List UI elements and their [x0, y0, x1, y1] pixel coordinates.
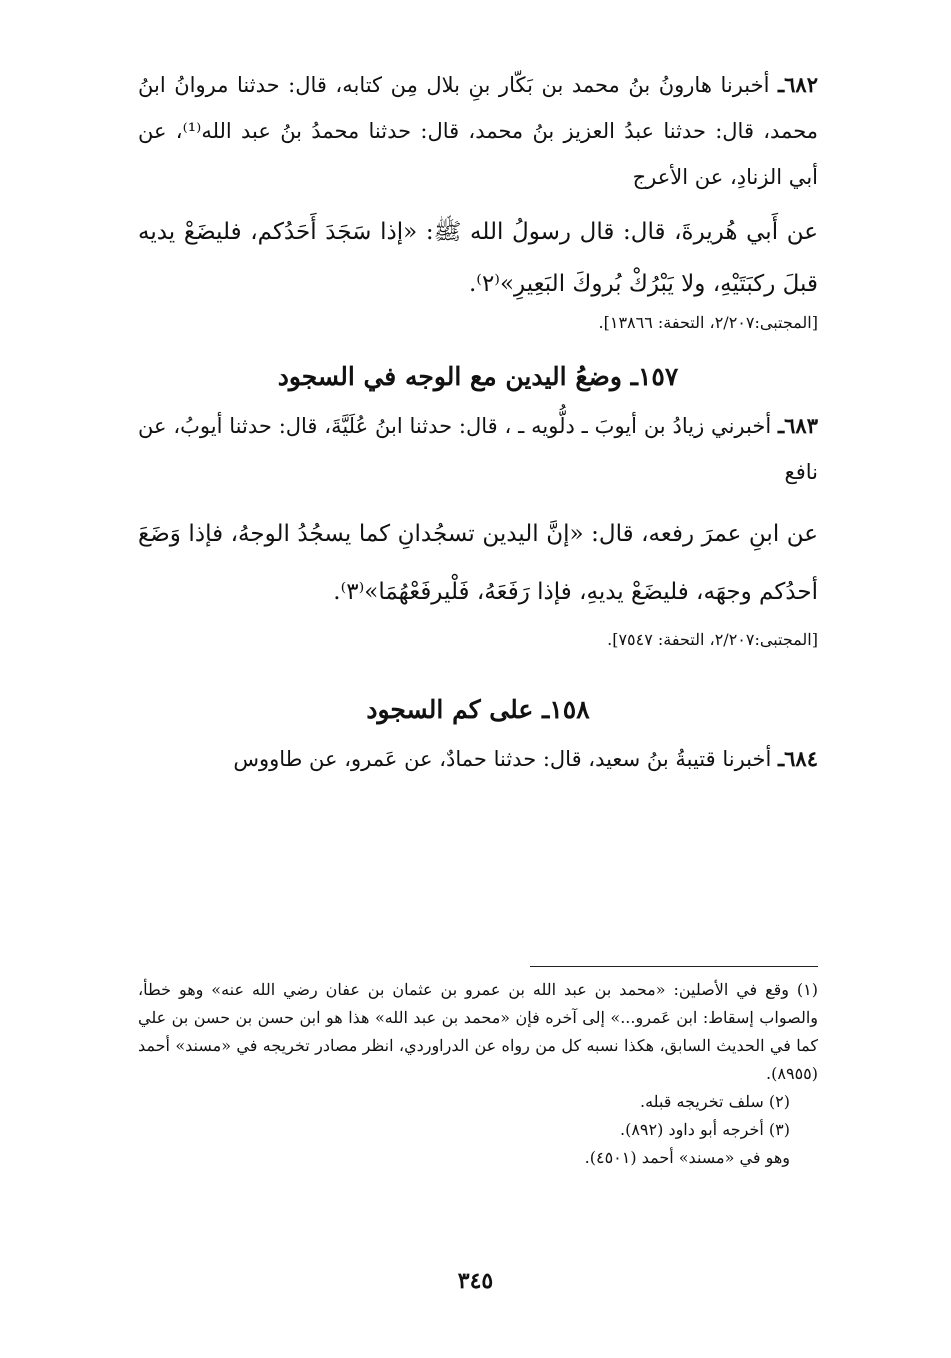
isnad-text: أخبرنا قتيبةُ بنُ سعيد، قال: حدثنا حمادٌ، عن عَمرو، عن طاووس — [233, 747, 772, 771]
footnote-1: (١) وقع في الأصلين: «محمد بن عبد الله بن عمرو بن عثمان بن عفان رضي الله عنه» وهو خطأ، والصواب إسقاط: ابن عَمرو...» إلى آخره فإن «محمد بن عبد الله» هذا هو ابن حسن بن حسن بن علي كما في الحديث السابق، هكذا نسبه كل من رواه عن الدراوردي، انظر مصادر تخريجه في «مسند» أحمد (٨٩٥٥). — [138, 980, 819, 1083]
footnote-3: (٣) أخرجه أبو داود (٨٩٢). — [620, 1120, 790, 1139]
chapter-heading-157: ١٥٧ـ وضعُ اليدين مع الوجه في السجود — [277, 362, 679, 391]
hadith-number: ٦٨٤ـ — [778, 746, 818, 771]
hadith-683-chain — [138, 403, 818, 495]
footnote-2: (٢) سلف تخريجه قبله. — [639, 1092, 790, 1111]
main-text — [138, 62, 818, 782]
hadith-682-chain — [138, 62, 818, 200]
footnotes — [138, 976, 818, 1172]
hadith-682-matn: عن أَبي هُريرةَ، قال: قال رسولُ الله ﷺ: «إذا سَجَدَ أَحَدُكم، فليضَعْ يديه قبلَ ركبَتَيْهِ، ولا يَبْرُكْ بُروكَ البَعِيرِ»⁽٢⁾. — [138, 219, 818, 297]
isnad-text: أخبرنا هارونُ بنُ محمد بن بَكّار بنِ بلال مِن كتابه، قال: حدثنا مروانُ ابنُ محمد، قال: حدثنا عبدُ العزيز بنُ محمد، قال: حدثنا محمدُ بنُ عبد الله⁽¹⁾، عن أبي الزنادِ، عن الأعرج — [138, 73, 818, 189]
hadith-number: ٦٨٣ـ — [778, 413, 818, 438]
footnote-divider — [530, 966, 818, 967]
isnad-text: أخبرني زيادُ بن أيوبَ ـ دلُّويه ـ ، قال: حدثنا ابنُ عُلَيَّةَ، قال: حدثنا أيوبُ، عن نافع — [138, 414, 818, 484]
hadith-684-chain — [138, 736, 818, 782]
footnote-3-continued: وهو في «مسند» أحمد (٤٥٠١). — [584, 1148, 790, 1167]
hadith-number: ٦٨٢ـ — [777, 72, 818, 97]
hadith-683-reference: [المجتبى:٢/٢٠٧، التحفة: ٧٥٤٧]. — [607, 630, 818, 649]
hadith-683-matn: عن ابنِ عمرَ رفعه، قال: «إنَّ اليدين تسجُدانِ كما يسجُدُ الوجهُ، فإذا وَضَعَ أحدُكم وجهَه، فليضَعْ يديهِ، فإذا رَفَعَهُ، فَلْيرفَعْهُمَا»⁽٣⁾. — [138, 521, 818, 605]
hadith-682-reference: [المجتبى:٢/٢٠٧، التحفة: ١٣٨٦٦]. — [598, 313, 818, 332]
chapter-heading-158: ١٥٨ـ على كم السجود — [366, 695, 590, 724]
page-number: ٣٤٥ — [457, 1268, 494, 1294]
